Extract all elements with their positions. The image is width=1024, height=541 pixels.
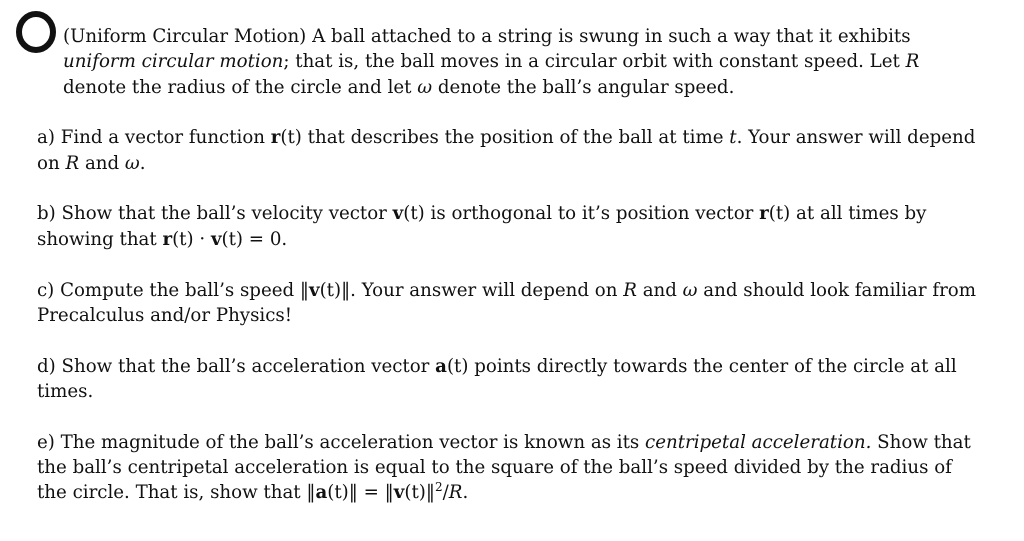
part-a: a) Find a vector function r(t) that describes the position of the ball at time t. Your answer will depend on R and ω. <box>37 127 976 174</box>
part-e: e) The magnitude of the ball’s acceleration vector is known as its centripetal acceleration. Show that the ball’s centripetal acceleration is equal to the square of the ball’s speed divided by the radius of the circle. That is, show that ‖a(t)‖ = ‖v(t)‖$^2$/R. <box>37 431 971 504</box>
problem-intro: (Uniform Circular Motion) A ball attached to a string is swung in such a way that it exhibits uniform circular motion; that is, the ball moves in a circular orbit with constant speed. Let R denote the radius of the circle and let ω denote the ball’s angular speed. <box>63 26 920 98</box>
problem-title: (Uniform Circular Motion) <box>63 26 307 47</box>
term-uniform-circular-motion: uniform circular motion <box>63 51 284 73</box>
part-b: b) Show that the ball’s velocity vector v(t) is orthogonal to it’s position vector r(t) at all times by showing that r(t) · v(t) = 0. <box>37 203 927 250</box>
term-centripetal-acceleration: centripetal acceleration. <box>645 431 872 453</box>
problem-text <box>37 24 982 531</box>
part-d: d) Show that the ball’s acceleration vector a(t) points directly towards the center of the circle at all times. <box>37 355 957 402</box>
part-c: c) Compute the ball’s speed ‖v(t)‖. Your answer will depend on R and ω and should look familiar from Precalculus and/or Physics! <box>37 279 976 326</box>
